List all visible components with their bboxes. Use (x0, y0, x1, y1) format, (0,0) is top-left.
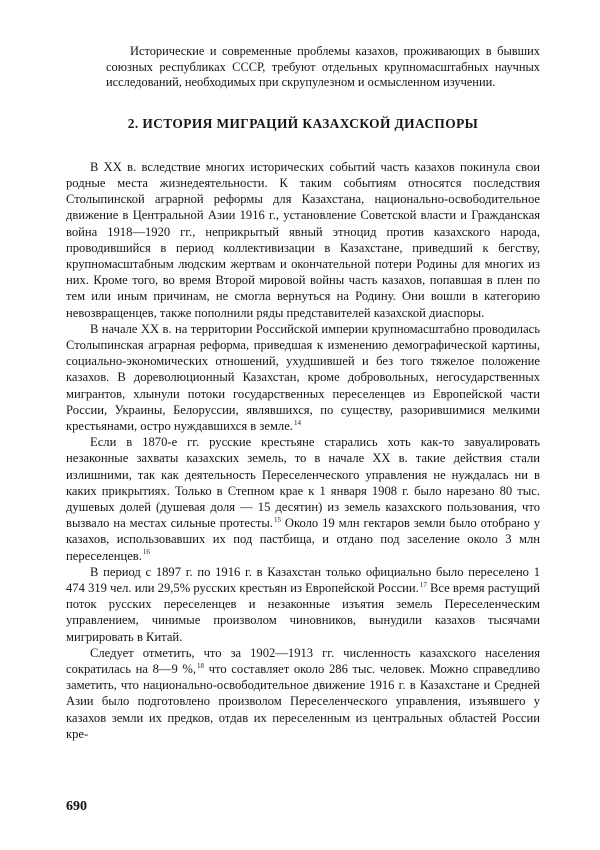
paragraph-5-text: Следует отметить, что за 1902—1913 гг. численность казахского населения сократилась на 8—9 %, (66, 645, 540, 677)
paragraph-4 (66, 564, 540, 645)
footnote-ref-14: 14 (293, 418, 301, 427)
paragraph-2-text: В начале XX в. на территории Российской империи крупномасштабно проводилась Столыпинская аграрная реформа, приведшая к изменению демографической картины, социально-экономических отношений, ухудшившей и без того тяжелое положение казахов. В дореволюционный Казахстан, кроме добровольных, негосударственных мигрантов, хлынули потоки государственных переселенцев из Европейской части России, Украины, Белоруссии, являвшихся, по существу, разорившимися мелкими крестьянами, остро нуждавшихся в земле. (66, 321, 540, 434)
footnote-ref-15: 15 (273, 516, 281, 525)
page-number: 690 (66, 799, 87, 814)
paragraph-5 (66, 645, 540, 742)
paragraph-1-text: В XX в. вследствие многих исторических событий часть казахов покинула свои родные места жизнедеятельности. К таким событиям относятся последствия Столыпинской аграрной реформы для Казахстана, национально-освободительное движение в Центральной Азии 1916 г., установление Советской власти и Гражданская война 1918—1920 гг., неприкрытый явный этноцид против казахского народа, проводившийся в период коллективизации в Казахстане, приведший к бегству, крупномасштабным людским жертвам и окончательной потери Родины для многих из них. Кроме того, во время Второй мировой войны часть казахов, попавшая в плен по тем или иным причинам, не смогла вернуться на Родину. Они вошли в категорию невозвращенцев, также пополнили ряды представителей казахской диаспоры. (66, 159, 540, 320)
body-text (66, 159, 540, 742)
paragraph-4-continuation: Все время растущий поток русских переселенцев и незаконные изъятия земель Переселенческим управлением, чинимые произволом чиновников, вынудили казахов тысячами мигрировать в Китай. (66, 581, 540, 644)
section-heading: 2. ИСТОРИЯ МИГРАЦИЙ КАЗАХСКОЙ ДИАСПОРЫ (127, 115, 479, 131)
paragraph-3-text: Если в 1870-е гг. русские крестьяне старались хоть как-то завуалировать незаконные захваты казахских земель, то в начале XX в. такие действия стали излишними, так как деятельность Переселенческого управления не нуждалась ни в каких прикрытиях. Только в Степном крае к 1 января 1908 г. было нарезано 80 тыс. душевых долей (душевая доля — 15 десятин) из земель казахского пользования, что вызвало на местах сильные протесты. (66, 435, 540, 531)
paragraph-1 (66, 159, 540, 321)
paragraph-4-text: В период с 1897 г. по 1916 г. в Казахстан только официально было переселено 1 474 319 чел. или 29,5% русских крестьян из Европейской России. (66, 564, 540, 596)
footnote-ref-16: 16 (142, 548, 150, 557)
intro-paragraph: Исторические и современные проблемы казахов, проживающих в бывших союзных республиках СССР, требуют отдельных крупномасштабных научных исследований, необходимых при скрупулезном и осмысленном изучении. (106, 44, 540, 90)
footnote-ref-17: 17 (419, 580, 427, 589)
paragraph-5-continuation: что составляет около 286 тыс. человек. Можно справедливо заметить, что национально-освободительное движение 1916 г. в Казахстане и Средней Азии было подготовлено произволом Переселенческого управления, изъявшего у казахов земли их предков, отдав их переселенным из центральных областей России кре- (66, 662, 540, 741)
paragraph-3 (66, 434, 540, 564)
document-page (66, 44, 540, 834)
paragraph-3-continuation: Около 19 млн гектаров земли было отобрано у казахов, использовавших их под пастбища, и отдано под заселение около 3 млн переселенцев. (66, 516, 540, 563)
paragraph-2 (66, 321, 540, 434)
footnote-ref-18: 18 (197, 661, 205, 670)
